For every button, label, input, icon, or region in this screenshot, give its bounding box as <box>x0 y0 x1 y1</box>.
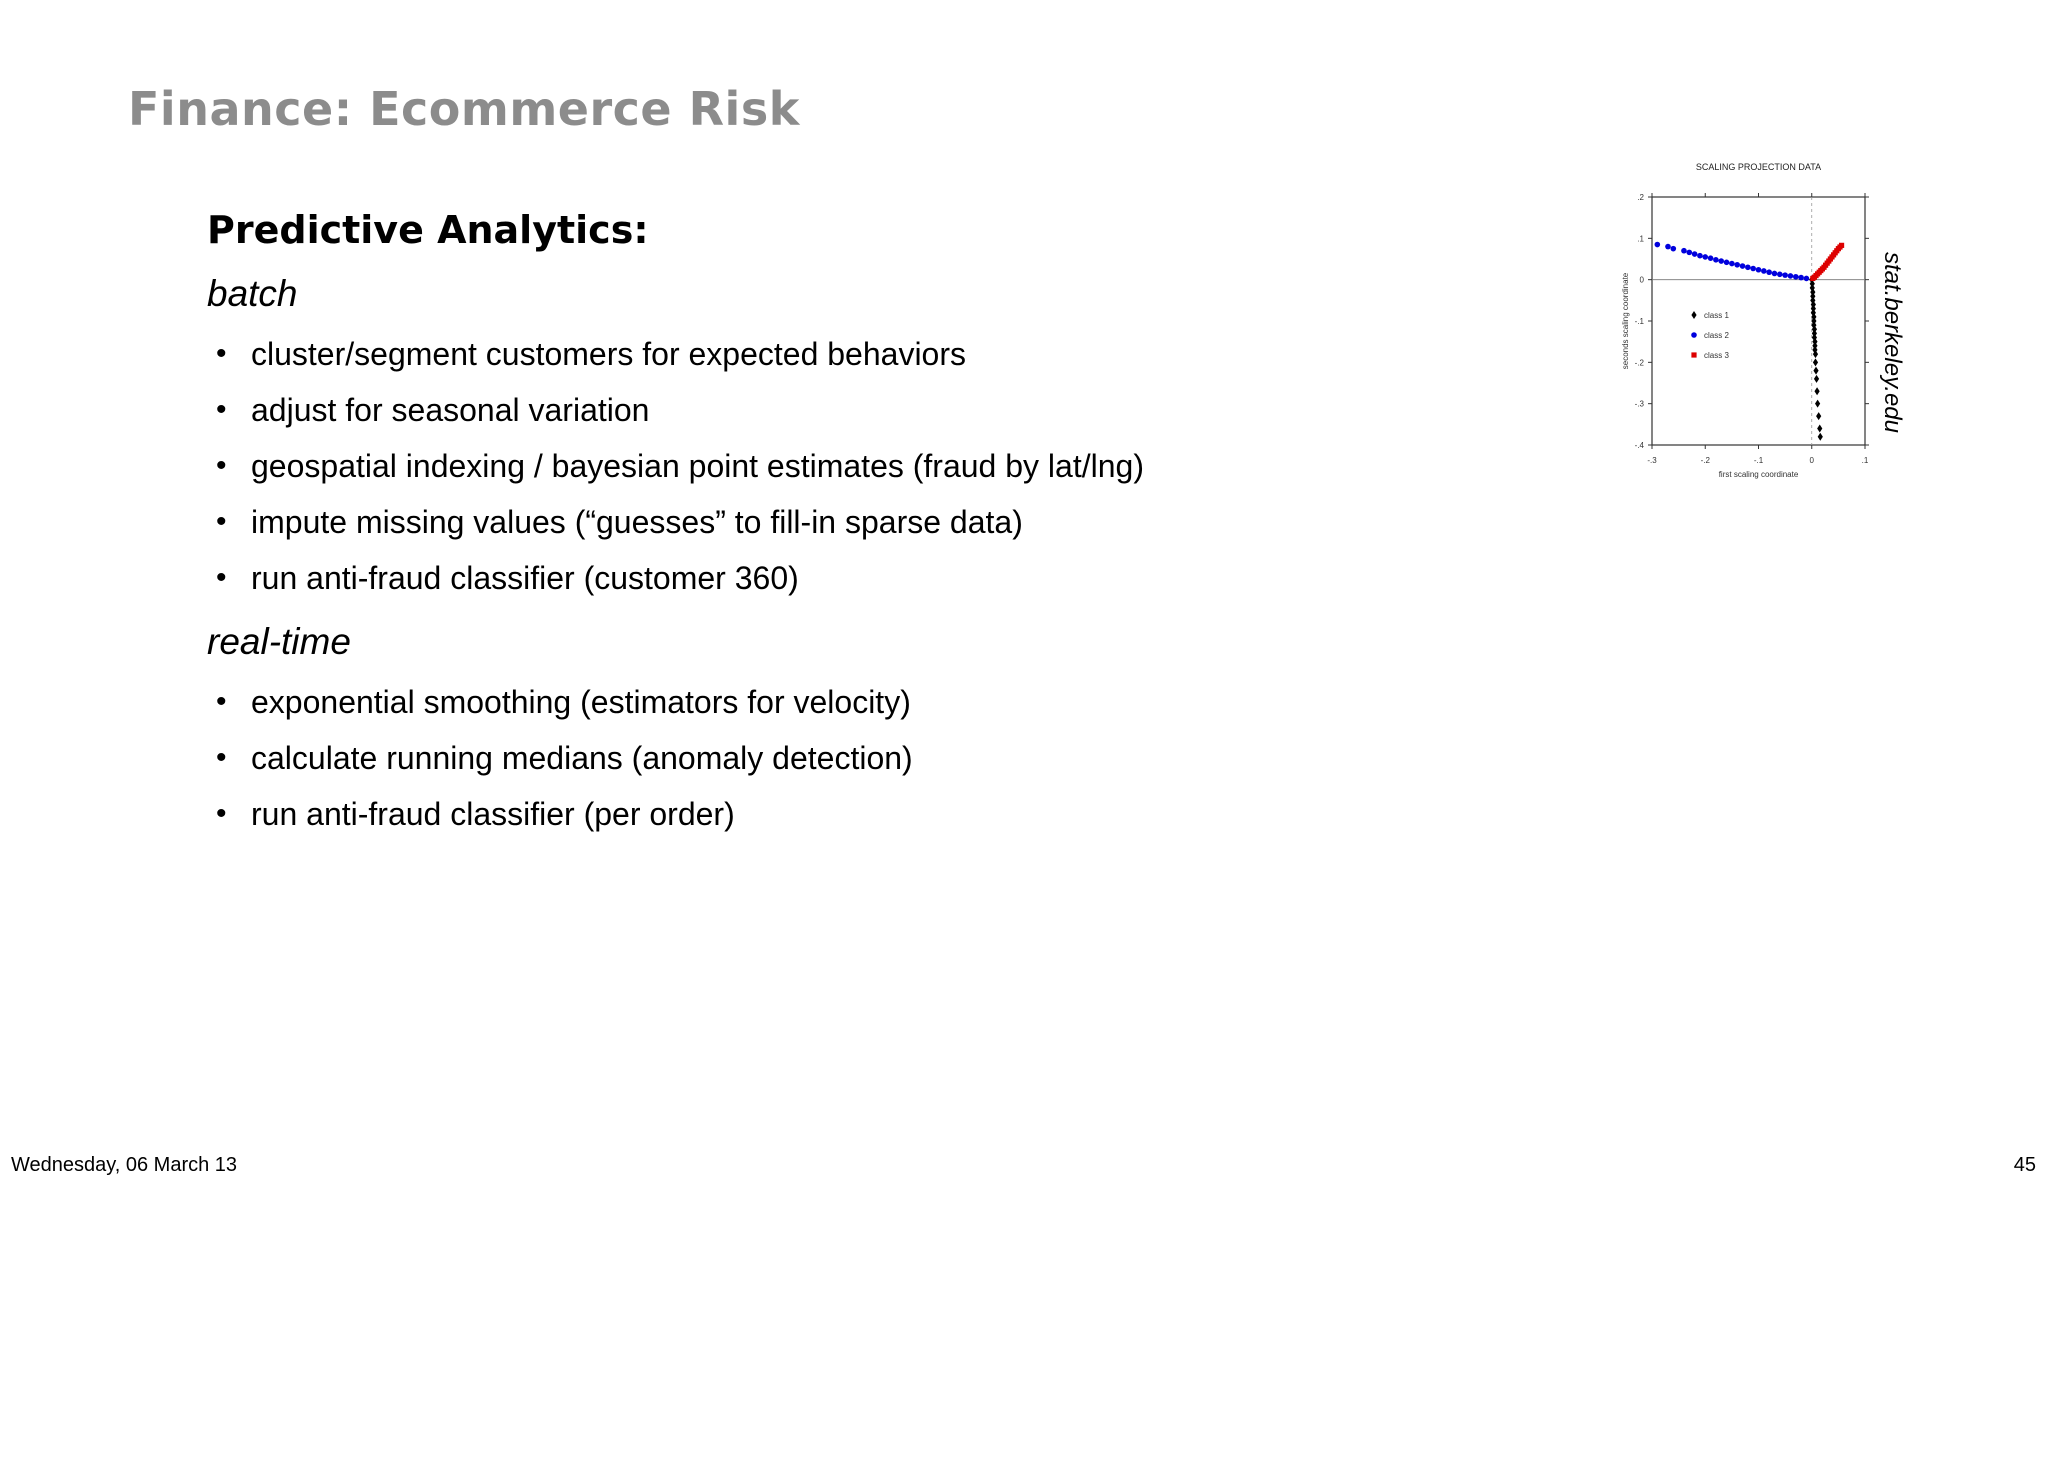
data-point-class2 <box>1718 258 1724 264</box>
data-point-class1 <box>1814 375 1819 383</box>
data-point-class2 <box>1745 264 1751 270</box>
data-point-class2 <box>1686 250 1692 256</box>
data-point-class2 <box>1740 263 1746 269</box>
slide-content <box>207 198 1507 846</box>
bullet-text: geospatial indexing / bayesian point estimates (fraud by lat/lng) <box>251 448 1144 484</box>
y-tick-label: .1 <box>1637 234 1644 244</box>
x-tick-label: -.2 <box>1700 456 1710 465</box>
data-point-class2 <box>1724 260 1730 266</box>
chart-title: SCALING PROJECTION DATA <box>1695 162 1822 172</box>
data-point-class2 <box>1655 242 1661 248</box>
bullet-text: run anti-fraud classifier (per order) <box>251 796 735 832</box>
bullet-text: impute missing values (“guesses” to fill-in sparse data) <box>251 504 1023 540</box>
data-point-class2 <box>1734 262 1740 268</box>
bullet-text: cluster/segment customers for expected behaviors <box>251 336 966 372</box>
data-point-class3 <box>1691 352 1696 357</box>
data-point-class2 <box>1750 266 1756 272</box>
bullet-item <box>207 494 1507 550</box>
y-tick-label: -.3 <box>1634 399 1644 409</box>
image-credit: stat.berkeley.edu <box>1879 252 1906 433</box>
scatter-chart <box>1600 150 1900 500</box>
data-point-class2 <box>1708 255 1714 261</box>
data-point-class1 <box>1814 387 1819 395</box>
data-point-class2 <box>1681 248 1687 254</box>
section-heading: Predictive Analytics: <box>207 208 649 252</box>
data-point-class1 <box>1815 400 1820 408</box>
data-point-class2 <box>1782 272 1788 278</box>
slide-title: Finance: Ecommerce Risk <box>128 82 800 136</box>
bullet-item <box>207 382 1507 438</box>
x-tick-label: -.1 <box>1753 456 1764 465</box>
data-point-class2 <box>1772 271 1778 277</box>
y-tick-label: -.4 <box>1634 441 1644 450</box>
data-point-class2 <box>1777 271 1783 277</box>
bullet-item <box>207 674 1507 730</box>
data-point-class2 <box>1804 276 1810 282</box>
data-point-class2 <box>1697 253 1703 259</box>
bullet-icon: • <box>216 797 227 830</box>
page-number: 45 <box>2013 1154 2036 1176</box>
bullet-text: run anti-fraud classifier (customer 360) <box>251 560 799 596</box>
data-point-class2 <box>1761 268 1767 274</box>
data-point-class1 <box>1817 424 1822 432</box>
bullet-icon: • <box>216 505 227 538</box>
data-point-class1 <box>1816 412 1821 420</box>
bullet-text: exponential smoothing (estimators for velocity) <box>251 684 911 720</box>
data-point-class2 <box>1665 244 1671 250</box>
real-time-bullet-list <box>207 674 1507 842</box>
x-tick-label: .1 <box>1861 456 1869 465</box>
data-point-class1 <box>1813 358 1818 366</box>
data-point-class2 <box>1671 246 1677 252</box>
bullet-item <box>207 326 1507 382</box>
y-tick-label: 0 <box>1639 275 1644 285</box>
bullet-icon: • <box>216 561 227 594</box>
subheading-batch: batch <box>207 273 298 314</box>
data-point-class2 <box>1713 257 1719 263</box>
x-tick-label: -.3 <box>1647 456 1657 465</box>
subheading-real-time: real-time <box>207 621 351 662</box>
bullet-icon: • <box>216 741 227 774</box>
bullet-icon: • <box>216 393 227 426</box>
data-point-class2 <box>1691 332 1697 338</box>
bullet-icon: • <box>216 449 227 482</box>
bullet-item <box>207 730 1507 786</box>
bullet-item <box>207 438 1507 494</box>
data-point-class1 <box>1818 433 1823 441</box>
bullet-icon: • <box>216 685 227 718</box>
data-point-class1 <box>1813 367 1818 375</box>
bullet-text: calculate running medians (anomaly detection) <box>251 740 913 776</box>
data-point-class2 <box>1793 274 1799 280</box>
y-tick-label: .2 <box>1637 193 1644 202</box>
data-point-class2 <box>1766 269 1772 275</box>
data-point-class1 <box>1691 311 1696 319</box>
y-axis-label: seconds scaling coordinate <box>1621 272 1630 370</box>
data-point-class2 <box>1788 273 1794 279</box>
data-point-class2 <box>1798 275 1804 281</box>
legend-label: class 3 <box>1704 351 1729 360</box>
bullet-icon: • <box>216 337 227 370</box>
plot-frame <box>1652 197 1865 445</box>
legend-label: class 2 <box>1704 331 1729 340</box>
bullet-item <box>207 550 1507 606</box>
batch-bullet-list <box>207 326 1507 606</box>
data-point-class2 <box>1702 254 1708 260</box>
data-point-class3 <box>1839 243 1844 248</box>
x-axis-label: first scaling coordinate <box>1718 470 1799 479</box>
data-point-class2 <box>1729 261 1735 267</box>
bullet-item <box>207 786 1507 842</box>
legend-label: class 1 <box>1704 311 1729 320</box>
x-tick-label: 0 <box>1809 456 1814 465</box>
y-tick-label: -.2 <box>1634 358 1644 368</box>
bullet-text: adjust for seasonal variation <box>251 392 650 428</box>
data-point-class2 <box>1692 251 1698 257</box>
data-point-class2 <box>1756 267 1762 273</box>
footer-date: Wednesday, 06 March 13 <box>11 1154 238 1176</box>
scatter-figure <box>1600 150 1900 500</box>
y-tick-label: -.1 <box>1634 317 1644 326</box>
